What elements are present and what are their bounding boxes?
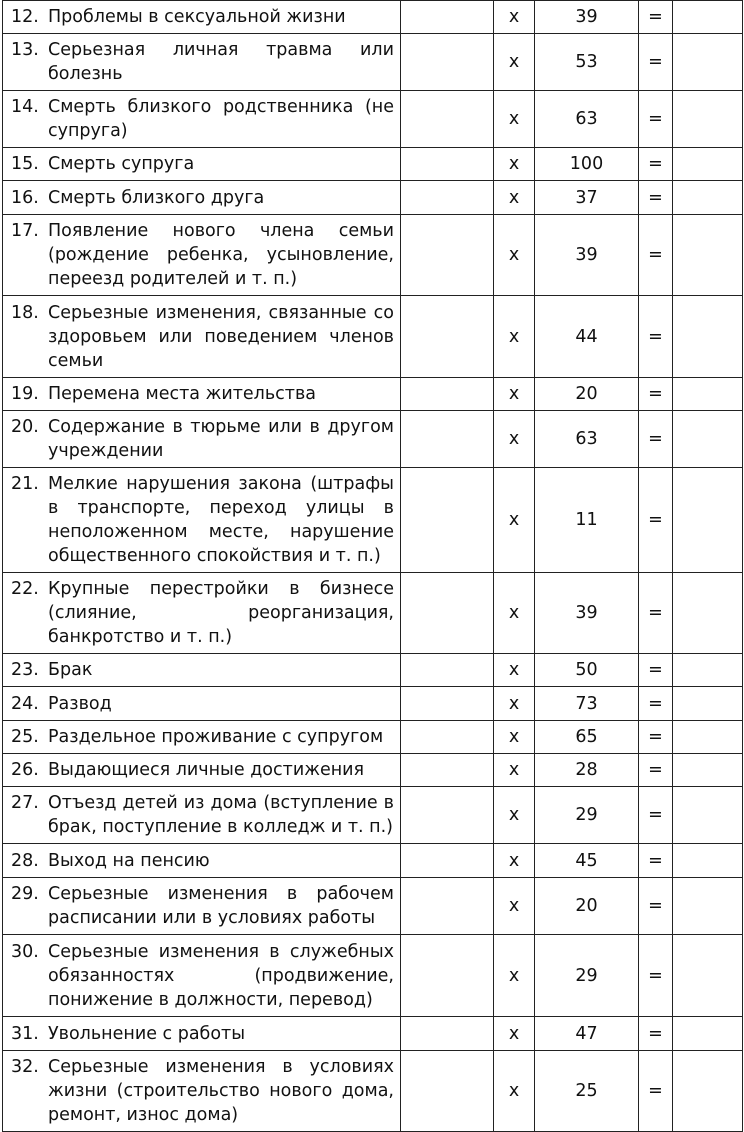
event-description: Серьезные изменения в условиях жизни (строительство нового дома, ремонт, износ дома) [48, 1057, 394, 1125]
multiply-sign: x [494, 935, 535, 1017]
table-row [3, 91, 743, 148]
event-description: Развод [48, 693, 112, 714]
event-cell [3, 687, 401, 721]
event-number: 26. [11, 760, 39, 780]
event-description: Смерть супруга [48, 154, 195, 174]
event-description: Серьезные изменения, связанные со здоровьем или поведением членов семьи [48, 302, 394, 371]
multiply-sign: x [494, 378, 535, 411]
event-number: 31. [11, 1023, 39, 1044]
table-row [3, 654, 743, 687]
frequency-entry-cell [401, 181, 494, 215]
result-entry-cell [673, 91, 743, 148]
multiply-sign: x [494, 573, 535, 654]
event-cell [3, 844, 401, 878]
event-cell [3, 935, 401, 1017]
event-number: 30. [11, 941, 39, 962]
event-cell [3, 34, 401, 91]
frequency-entry-cell [401, 787, 494, 844]
event-number: 20. [11, 417, 39, 437]
multiply-sign: x [494, 181, 535, 215]
equals-sign: = [639, 654, 673, 687]
result-entry-cell [673, 34, 743, 91]
event-number: 21. [11, 474, 39, 494]
event-cell [3, 411, 401, 468]
event-description: Смерть близкого родственника (не супруга) [48, 97, 394, 141]
frequency-entry-cell [401, 654, 494, 687]
table-row [3, 1, 743, 34]
stress-score: 29 [535, 935, 639, 1017]
event-cell [3, 378, 401, 411]
frequency-entry-cell [401, 935, 494, 1017]
result-entry-cell [673, 787, 743, 844]
event-cell [3, 573, 401, 654]
equals-sign: = [639, 1017, 673, 1051]
event-description: Появление нового члена семьи (рождение ребенка, усыновление, переезд родителей и т. п.) [48, 221, 394, 289]
event-number: 13. [11, 40, 39, 60]
equals-sign: = [639, 935, 673, 1017]
event-number: 29. [11, 884, 39, 904]
event-description: Выход на пенсию [48, 850, 210, 871]
equals-sign: = [639, 573, 673, 654]
frequency-entry-cell [401, 721, 494, 754]
event-description: Серьезные изменения в рабочем расписании или в условиях работы [48, 884, 394, 928]
stress-score: 28 [535, 754, 639, 787]
result-entry-cell [673, 573, 743, 654]
event-cell [3, 754, 401, 787]
result-entry-cell [673, 148, 743, 181]
result-entry-cell [673, 1051, 743, 1132]
result-entry-cell [673, 411, 743, 468]
result-entry-cell [673, 378, 743, 411]
event-number: 19. [11, 384, 39, 404]
life-events-table [2, 0, 743, 1132]
result-entry-cell [673, 1017, 743, 1051]
event-cell [3, 1, 401, 34]
frequency-entry-cell [401, 1051, 494, 1132]
result-entry-cell [673, 1, 743, 34]
event-description: Выдающиеся личные достижения [48, 760, 365, 780]
frequency-entry-cell [401, 215, 494, 296]
stress-score: 63 [535, 411, 639, 468]
table-row [3, 468, 743, 573]
result-entry-cell [673, 296, 743, 378]
table-row [3, 148, 743, 181]
frequency-entry-cell [401, 754, 494, 787]
event-description: Перемена места жительства [48, 384, 317, 404]
frequency-entry-cell [401, 1017, 494, 1051]
event-cell [3, 1051, 401, 1132]
event-description: Содержание в тюрьме или в другом учреждении [48, 417, 394, 461]
multiply-sign: x [494, 878, 535, 935]
event-description: Раздельное проживание с супругом [48, 727, 384, 747]
equals-sign: = [639, 411, 673, 468]
multiply-sign: x [494, 468, 535, 573]
table-row [3, 1017, 743, 1051]
stress-score: 50 [535, 654, 639, 687]
table-row [3, 181, 743, 215]
event-description: Смерть близкого друга [48, 187, 265, 208]
event-cell [3, 654, 401, 687]
stress-score: 25 [535, 1051, 639, 1132]
table-row [3, 687, 743, 721]
result-entry-cell [673, 215, 743, 296]
table-row [3, 787, 743, 844]
event-description: Серьезная личная травма или болезнь [48, 40, 394, 84]
frequency-entry-cell [401, 1, 494, 34]
result-entry-cell [673, 468, 743, 573]
stress-score: 11 [535, 468, 639, 573]
multiply-sign: x [494, 1051, 535, 1132]
multiply-sign: x [494, 296, 535, 378]
stress-score: 45 [535, 844, 639, 878]
event-cell [3, 1017, 401, 1051]
event-number: 12. [11, 7, 39, 27]
multiply-sign: x [494, 1017, 535, 1051]
event-number: 32. [11, 1057, 39, 1077]
multiply-sign: x [494, 91, 535, 148]
equals-sign: = [639, 844, 673, 878]
equals-sign: = [639, 468, 673, 573]
table-row [3, 411, 743, 468]
result-entry-cell [673, 878, 743, 935]
stress-score: 65 [535, 721, 639, 754]
event-cell [3, 296, 401, 378]
event-number: 23. [11, 660, 39, 680]
event-description: Проблемы в сексуальной жизни [48, 7, 346, 27]
event-description: Крупные перестройки в бизнесе (слияние, реорганизация, банкротство и т. п.) [48, 579, 394, 647]
event-number: 16. [11, 187, 39, 208]
event-number: 17. [11, 221, 39, 241]
frequency-entry-cell [401, 878, 494, 935]
table-row [3, 721, 743, 754]
multiply-sign: x [494, 844, 535, 878]
frequency-entry-cell [401, 34, 494, 91]
event-number: 15. [11, 154, 39, 174]
equals-sign: = [639, 148, 673, 181]
multiply-sign: x [494, 754, 535, 787]
table-row [3, 935, 743, 1017]
multiply-sign: x [494, 34, 535, 91]
stress-score: 29 [535, 787, 639, 844]
event-description: Мелкие нарушения закона (штрафы в транспорте, переход улицы в неположенном месте, нарушение общественного спокойствия и т. п.) [48, 474, 394, 566]
event-cell [3, 148, 401, 181]
result-entry-cell [673, 654, 743, 687]
stress-score: 53 [535, 34, 639, 91]
table-row [3, 215, 743, 296]
table-row [3, 754, 743, 787]
table-row [3, 878, 743, 935]
life-events-table-body [3, 1, 743, 1132]
event-cell [3, 468, 401, 573]
stress-score: 47 [535, 1017, 639, 1051]
stress-score: 39 [535, 215, 639, 296]
equals-sign: = [639, 754, 673, 787]
event-cell [3, 91, 401, 148]
table-row [3, 1051, 743, 1132]
event-cell [3, 878, 401, 935]
equals-sign: = [639, 215, 673, 296]
stress-score: 100 [535, 148, 639, 181]
multiply-sign: x [494, 721, 535, 754]
event-number: 24. [11, 693, 39, 714]
stress-score: 39 [535, 1, 639, 34]
frequency-entry-cell [401, 844, 494, 878]
event-number: 28. [11, 850, 39, 871]
equals-sign: = [639, 181, 673, 215]
equals-sign: = [639, 34, 673, 91]
event-number: 18. [11, 302, 39, 323]
equals-sign: = [639, 878, 673, 935]
stress-score: 73 [535, 687, 639, 721]
multiply-sign: x [494, 687, 535, 721]
stress-score: 39 [535, 573, 639, 654]
result-entry-cell [673, 687, 743, 721]
frequency-entry-cell [401, 296, 494, 378]
table-row [3, 296, 743, 378]
equals-sign: = [639, 91, 673, 148]
multiply-sign: x [494, 148, 535, 181]
result-entry-cell [673, 844, 743, 878]
frequency-entry-cell [401, 468, 494, 573]
event-cell [3, 181, 401, 215]
multiply-sign: x [494, 787, 535, 844]
table-row [3, 844, 743, 878]
stress-score: 20 [535, 878, 639, 935]
table-row [3, 34, 743, 91]
frequency-entry-cell [401, 378, 494, 411]
stress-score: 37 [535, 181, 639, 215]
equals-sign: = [639, 721, 673, 754]
equals-sign: = [639, 296, 673, 378]
multiply-sign: x [494, 654, 535, 687]
frequency-entry-cell [401, 91, 494, 148]
event-cell [3, 787, 401, 844]
result-entry-cell [673, 935, 743, 1017]
frequency-entry-cell [401, 687, 494, 721]
event-number: 27. [11, 793, 39, 813]
frequency-entry-cell [401, 573, 494, 654]
frequency-entry-cell [401, 411, 494, 468]
event-description: Увольнение с работы [48, 1023, 246, 1044]
event-description: Отъезд детей из дома (вступление в брак, поступление в колледж и т. п.) [48, 793, 394, 837]
table-row [3, 573, 743, 654]
event-cell [3, 215, 401, 296]
equals-sign: = [639, 687, 673, 721]
event-description: Брак [48, 660, 93, 680]
stress-score: 44 [535, 296, 639, 378]
event-cell [3, 721, 401, 754]
stress-score: 20 [535, 378, 639, 411]
result-entry-cell [673, 181, 743, 215]
multiply-sign: x [494, 411, 535, 468]
multiply-sign: x [494, 1, 535, 34]
event-description: Серьезные изменения в служебных обязанностях (продвижение, понижение в должности, перевод) [48, 941, 394, 1010]
equals-sign: = [639, 1051, 673, 1132]
equals-sign: = [639, 1, 673, 34]
stress-score: 63 [535, 91, 639, 148]
table-row [3, 378, 743, 411]
event-number: 25. [11, 727, 39, 747]
equals-sign: = [639, 378, 673, 411]
multiply-sign: x [494, 215, 535, 296]
equals-sign: = [639, 787, 673, 844]
result-entry-cell [673, 754, 743, 787]
event-number: 14. [11, 97, 39, 117]
result-entry-cell [673, 721, 743, 754]
event-number: 22. [11, 579, 39, 599]
frequency-entry-cell [401, 148, 494, 181]
